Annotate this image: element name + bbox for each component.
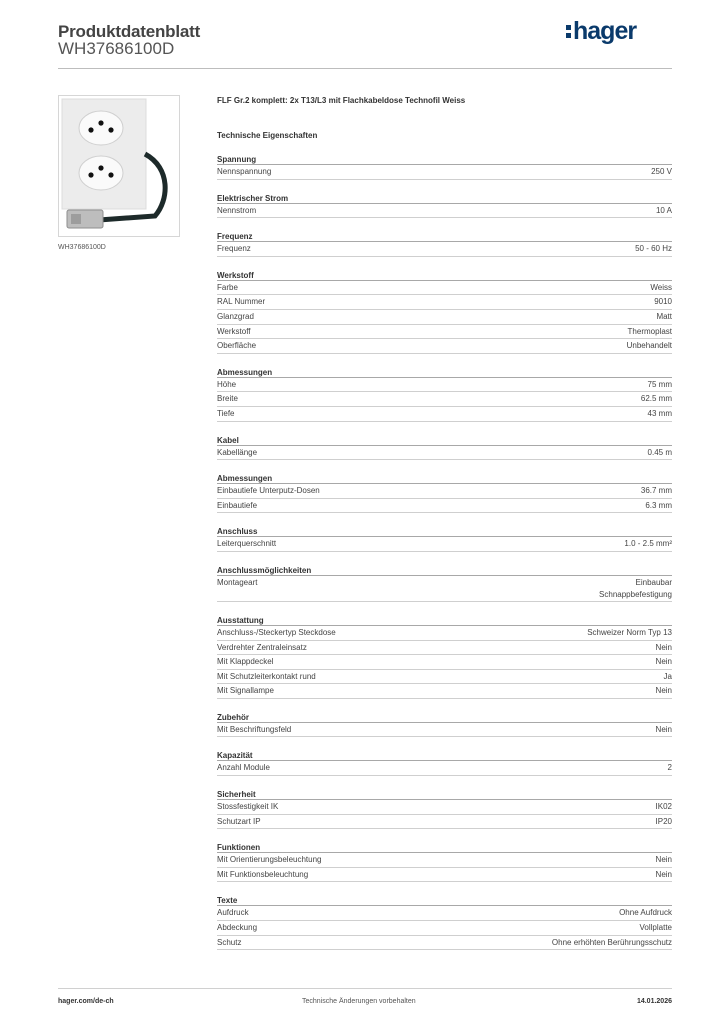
spec-row	[217, 310, 672, 325]
product-title: FLF Gr.2 komplett: 2x T13/L3 mit Flachkabeldose Technofil Weiss	[217, 96, 466, 105]
spec-value-line: 36.7 mm	[640, 486, 672, 496]
spec-value	[664, 670, 672, 683]
spec-value-line: Ohne erhöhten Berührungsschutz	[551, 937, 672, 947]
section-title: Kabel	[217, 435, 672, 446]
spec-label: Mit Klappdeckel	[217, 657, 274, 667]
socket-bottom	[79, 156, 123, 190]
spec-value-line: 43 mm	[647, 408, 672, 418]
section-title: Elektrischer Strom	[217, 193, 672, 204]
spec-value-line: Nein	[655, 869, 672, 879]
spec-label: Breite	[217, 394, 238, 404]
page-title: Produktdatenblatt	[58, 22, 201, 41]
spec-section	[217, 750, 672, 776]
section-title: Funktionen	[217, 842, 672, 853]
spec-label: Stossfestigkeit IK	[217, 802, 279, 812]
spec-label: Werkstoff	[217, 326, 251, 336]
hager-logo	[565, 16, 657, 46]
spec-row	[217, 392, 672, 407]
spec-label: Anschluss-/Steckertyp Steckdose	[217, 627, 336, 637]
spec-row	[217, 868, 672, 883]
spec-value-line: Nein	[655, 657, 672, 667]
spec-value	[656, 310, 672, 323]
spec-label: Mit Funktionsbeleuchtung	[217, 869, 309, 879]
spec-row	[217, 626, 672, 641]
spec-section	[217, 565, 672, 602]
section-title: Abmessungen	[217, 367, 672, 378]
spec-value	[635, 242, 672, 255]
spec-label: Glanzgrad	[217, 311, 254, 321]
section-title: Anschluss	[217, 526, 672, 537]
section-title: Texte	[217, 895, 672, 906]
spec-label: Aufdruck	[217, 908, 249, 918]
spec-label: Oberfläche	[217, 341, 257, 351]
product-code: WH37686100D	[58, 39, 175, 58]
spec-value	[624, 537, 672, 550]
footer-date: 14.01.2026	[636, 998, 672, 1005]
spec-row	[217, 295, 672, 310]
spec-row	[217, 800, 672, 815]
spec-row	[217, 761, 672, 776]
spec-value-line: 62.5 mm	[640, 394, 672, 404]
spec-row	[217, 281, 672, 296]
spec-label: Schutzart IP	[217, 816, 261, 826]
spec-section	[217, 842, 672, 882]
spec-section	[217, 615, 672, 699]
spec-value-line: IP20	[655, 816, 672, 826]
spec-value-line: Nein	[655, 724, 672, 734]
spec-section	[217, 367, 672, 422]
spec-label: Einbautiefe Unterputz-Dosen	[217, 486, 320, 496]
spec-value	[656, 868, 672, 881]
spec-label: Farbe	[217, 282, 238, 292]
spec-value	[656, 853, 672, 866]
spec-section	[217, 154, 672, 180]
spec-value	[587, 626, 672, 639]
footer-divider	[58, 988, 672, 989]
header-divider	[58, 68, 672, 69]
spec-label: Montageart	[217, 577, 258, 587]
spec-value-line: Schweizer Norm Typ 13	[587, 627, 672, 637]
spec-section	[217, 895, 672, 950]
spec-section	[217, 435, 672, 461]
product-image	[58, 95, 180, 237]
spec-label: Verdrehter Zentraleinsatz	[217, 642, 307, 652]
spec-value	[668, 761, 672, 774]
logo-text: hager	[573, 17, 637, 45]
spec-label: Schutz	[217, 937, 242, 947]
spec-value-line: 10 A	[655, 205, 672, 215]
spec-label: Kabellänge	[217, 447, 258, 457]
spec-row	[217, 853, 672, 868]
spec-value-line: 75 mm	[647, 379, 672, 389]
spec-row	[217, 684, 672, 699]
spec-row	[217, 815, 672, 830]
footer-disclaimer: Technische Änderungen vorbehalten	[302, 998, 416, 1005]
spec-value	[656, 815, 672, 828]
spec-label: Mit Orientierungsbeleuchtung	[217, 855, 322, 865]
section-title: Spannung	[217, 154, 672, 165]
spec-section	[217, 712, 672, 738]
spec-section	[217, 789, 672, 829]
section-title: Werkstoff	[217, 270, 672, 281]
spec-value-line: Einbaubar	[635, 577, 672, 587]
spec-row	[217, 407, 672, 422]
spec-value-line: 50 - 60 Hz	[635, 244, 672, 254]
spec-value	[656, 800, 672, 813]
spec-row	[217, 655, 672, 670]
spec-value-line: 0.45 m	[647, 447, 672, 457]
logo-dot-bottom	[566, 33, 571, 38]
spec-value	[619, 906, 672, 919]
spec-value-line: 2	[667, 763, 672, 773]
spec-label: Mit Beschriftungsfeld	[217, 724, 292, 734]
spec-row	[217, 576, 672, 602]
section-title: Sicherheit	[217, 789, 672, 800]
spec-label: Mit Signallampe	[217, 686, 274, 696]
section-title: Anschlussmöglichkeiten	[217, 565, 672, 576]
spec-row	[217, 378, 672, 393]
spec-value-line: 250 V	[651, 167, 672, 176]
spec-row	[217, 670, 672, 685]
section-title: Zubehör	[217, 712, 672, 723]
spec-value	[656, 641, 672, 654]
spec-label: Tiefe	[217, 408, 235, 418]
spec-value	[648, 378, 672, 391]
spec-value	[641, 484, 672, 497]
spec-value	[654, 295, 672, 308]
tech-heading: Technische Eigenschaften	[217, 131, 318, 140]
spec-value	[648, 446, 672, 459]
spec-value	[656, 684, 672, 697]
footer-website[interactable]: hager.com/de-ch	[58, 998, 114, 1005]
spec-label: RAL Nummer	[217, 297, 266, 307]
image-caption: WH37686100D	[58, 244, 106, 251]
spec-value	[656, 723, 672, 736]
spec-value-line: Vollplatte	[639, 923, 672, 933]
spec-row	[217, 204, 672, 219]
spec-value-line: Ja	[663, 671, 672, 681]
spec-value-line: Matt	[656, 311, 672, 321]
spec-label: Mit Schutzleiterkontakt rund	[217, 671, 316, 681]
spec-value	[645, 499, 672, 512]
spec-value-line: 9010	[654, 297, 672, 307]
spec-row	[217, 906, 672, 921]
spec-value-line: IK02	[655, 802, 672, 812]
spec-value-line: Unbehandelt	[626, 341, 672, 351]
spec-value	[628, 325, 672, 338]
spec-value-line: Thermoplast	[627, 326, 672, 336]
spec-value-line: 1.0 - 2.5 mm²	[624, 539, 672, 549]
section-title: Abmessungen	[217, 473, 672, 484]
spec-value	[627, 339, 672, 352]
spec-label: Leiterquerschnitt	[217, 539, 277, 549]
spec-row	[217, 499, 672, 514]
section-title: Kapazität	[217, 750, 672, 761]
spec-value	[656, 655, 672, 668]
spec-row	[217, 339, 672, 354]
spec-row	[217, 921, 672, 936]
spec-value-line: Schnappbefestigung	[599, 589, 672, 599]
spec-row	[217, 242, 672, 257]
spec-value	[641, 392, 672, 405]
spec-value	[656, 204, 672, 217]
section-title: Frequenz	[217, 231, 672, 242]
spec-value	[650, 281, 672, 294]
spec-value-line: Nein	[655, 686, 672, 696]
spec-section	[217, 270, 672, 354]
spec-label: Nennspannung	[217, 167, 272, 176]
spec-row	[217, 537, 672, 552]
spec-value-line: 6.3 mm	[645, 500, 672, 510]
spec-row	[217, 484, 672, 499]
spec-sections	[217, 154, 672, 950]
spec-row	[217, 325, 672, 340]
spec-row	[217, 723, 672, 738]
spec-label: Frequenz	[217, 244, 251, 254]
spec-value-line: Weiss	[650, 282, 672, 292]
spec-label: Anzahl Module	[217, 763, 270, 773]
spec-value	[640, 921, 672, 934]
spec-content	[217, 95, 672, 950]
spec-value	[552, 936, 672, 949]
socket-illustration	[59, 96, 179, 236]
spec-section	[217, 231, 672, 257]
spec-value	[648, 407, 672, 420]
spec-section	[217, 526, 672, 552]
spec-row	[217, 446, 672, 461]
socket-top	[79, 111, 123, 145]
spec-value	[651, 165, 672, 178]
spec-value-line: Nein	[655, 855, 672, 865]
section-title: Ausstattung	[217, 615, 672, 626]
spec-row	[217, 641, 672, 656]
spec-row	[217, 165, 672, 180]
spec-value-line: Nein	[655, 642, 672, 652]
spec-label: Höhe	[217, 379, 237, 389]
spec-label: Nennstrom	[217, 205, 257, 215]
spec-value-line: Ohne Aufdruck	[619, 908, 672, 918]
spec-section	[217, 193, 672, 219]
logo-dot-top	[566, 25, 571, 30]
spec-section	[217, 473, 672, 513]
spec-row	[217, 936, 672, 951]
spec-value	[599, 576, 672, 601]
spec-label: Einbautiefe	[217, 500, 258, 510]
spec-label: Abdeckung	[217, 923, 258, 933]
